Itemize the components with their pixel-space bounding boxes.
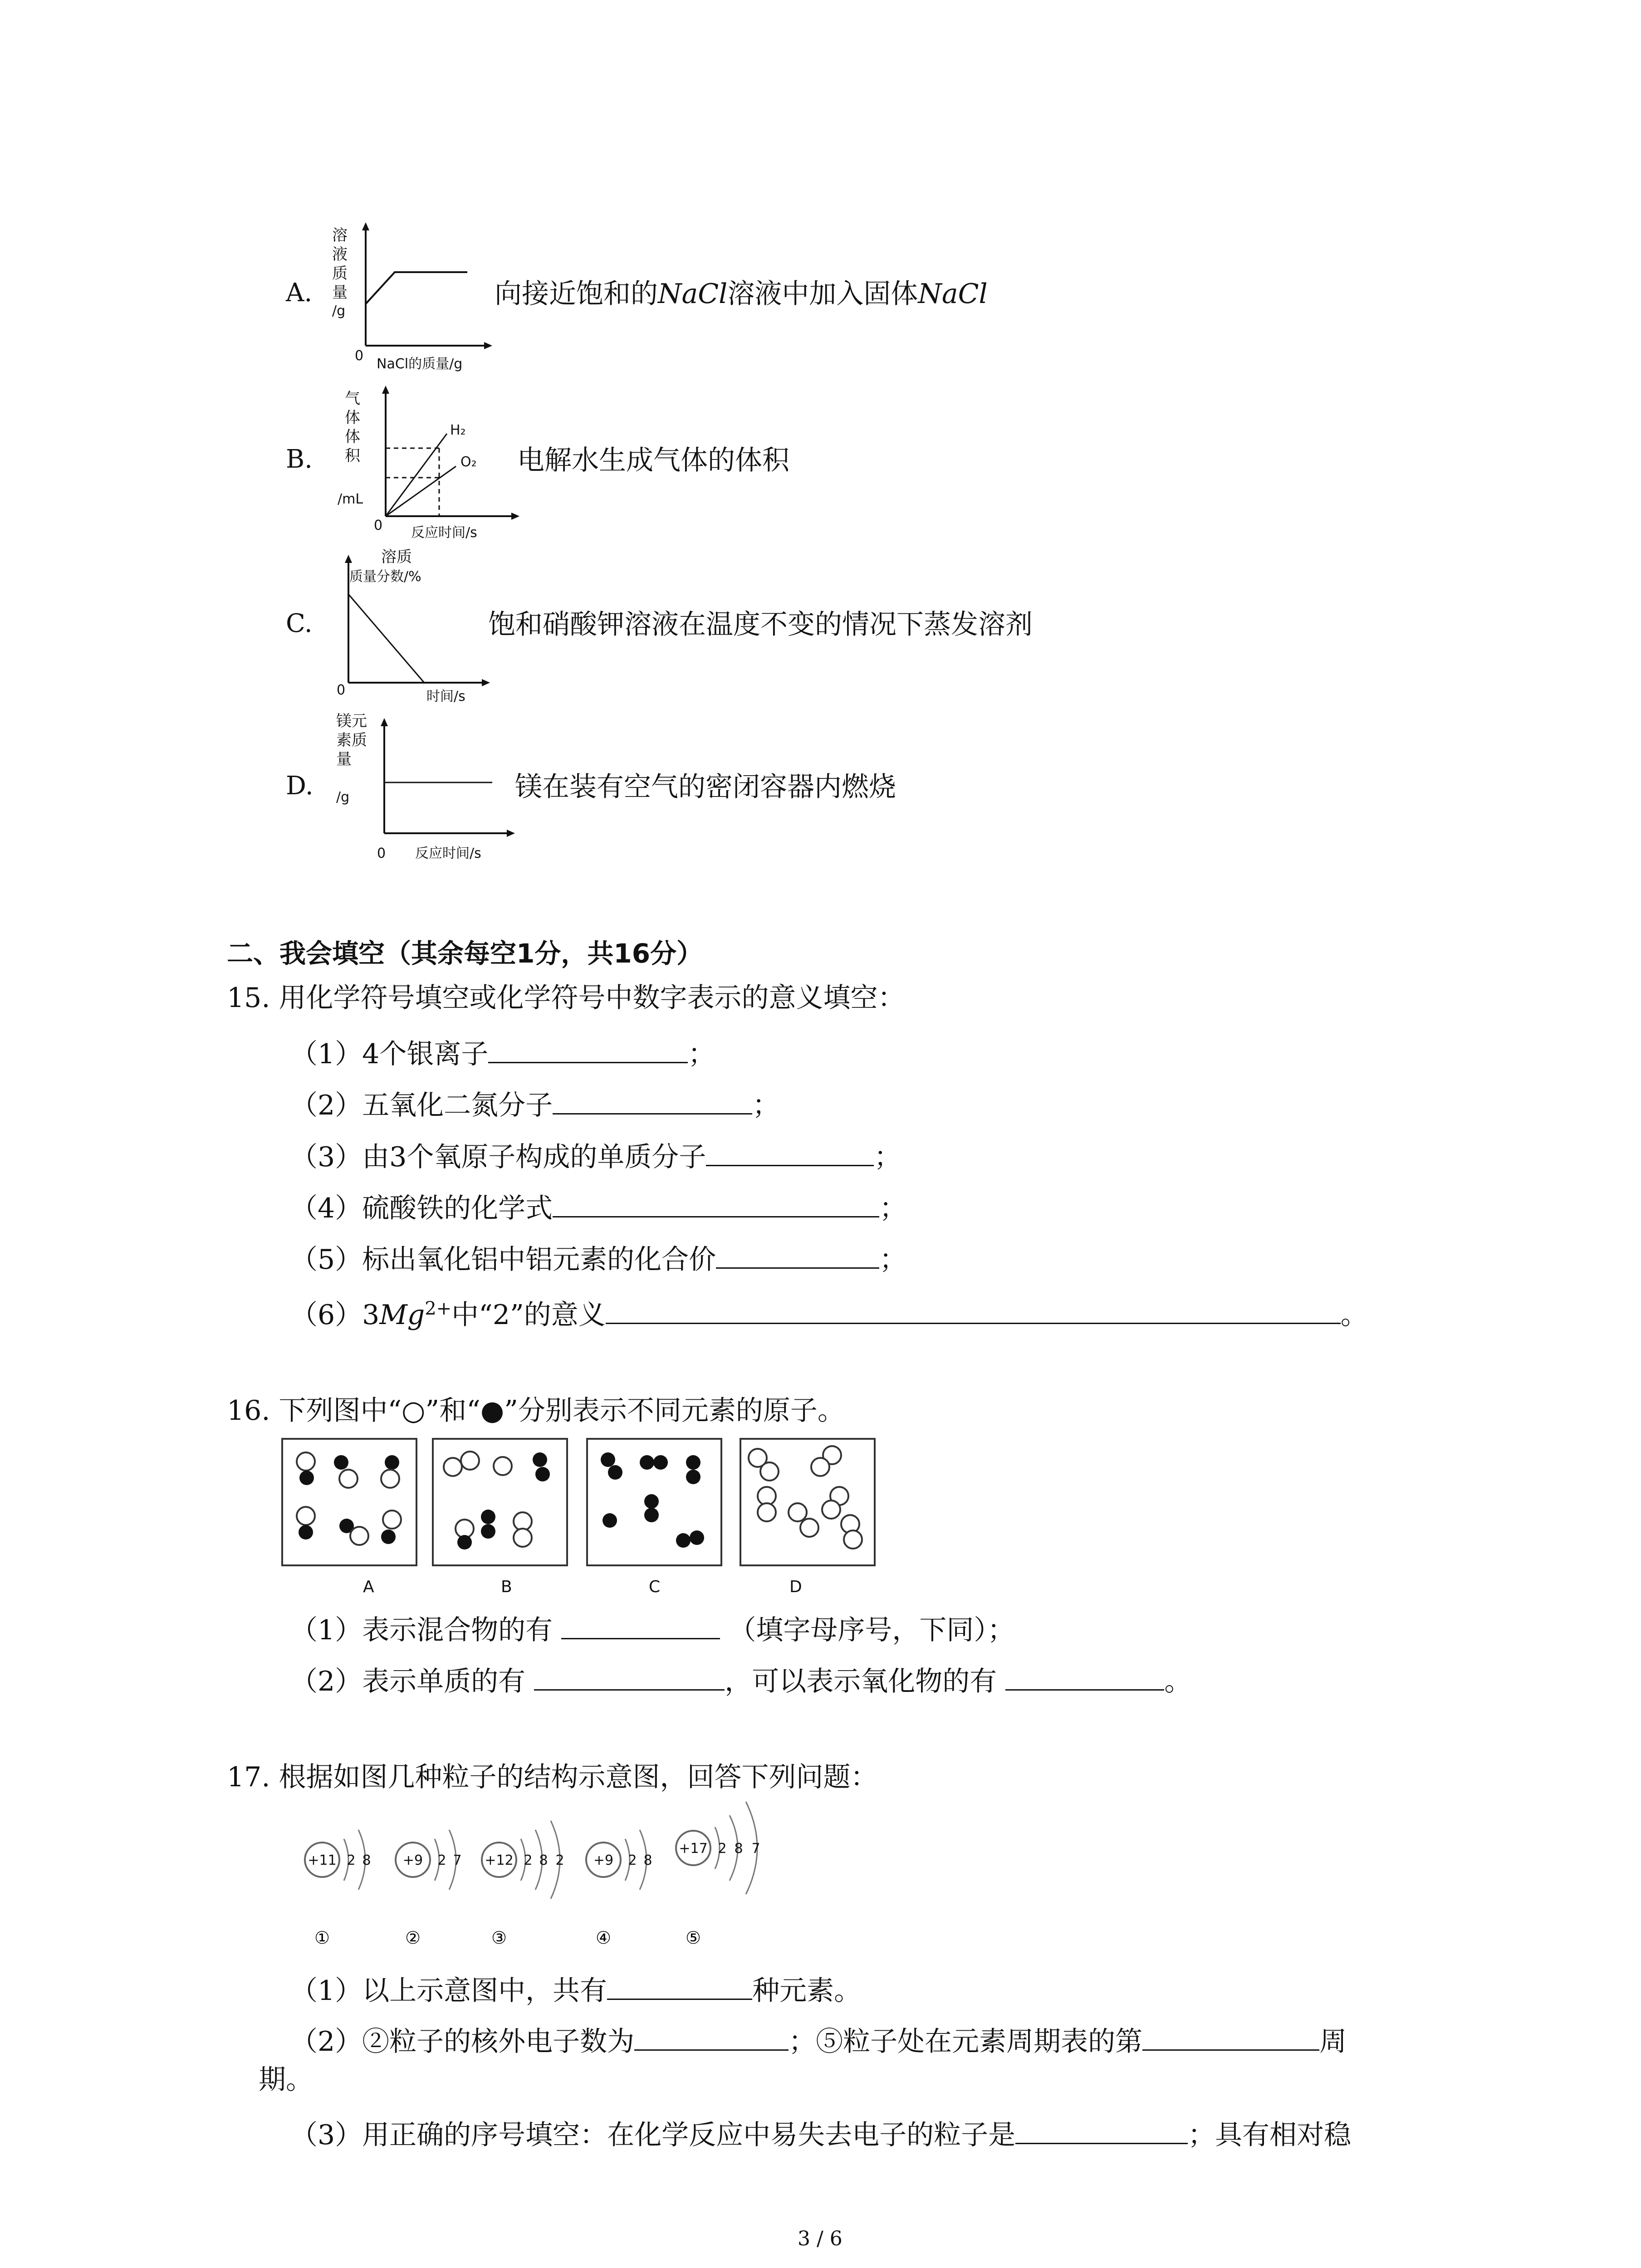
particle-3-shell-3: 2 — [555, 1853, 564, 1868]
q16-caption-c: C — [649, 1578, 661, 1596]
option-b-letter: B. — [286, 445, 313, 474]
particle-4-caption: ④ — [595, 1928, 612, 1948]
q15-item-5-label: （5）标出氧化铝中铝元素的化合价 — [290, 1244, 716, 1276]
q15-item-6-ion: Mg — [379, 1299, 425, 1331]
a-ylabel-5: /g — [332, 303, 346, 319]
a-xlabel: NaCl的质量/g — [377, 356, 463, 372]
option-a-graph — [331, 222, 495, 378]
page-number: 3 / 6 — [798, 2227, 843, 2250]
option-a-formula-a: NaCl — [658, 278, 728, 310]
q16-line-2-mid: ，可以表示氧化物的有 — [725, 1666, 997, 1697]
q16-stem: 16. 下列图中“○”和“●”分别表示不同元素的原子。 — [227, 1395, 845, 1427]
option-b-chart — [336, 385, 526, 548]
option-c-graph — [336, 547, 499, 712]
q17-line-3-label: （3）用正确的序号填空：在化学反应中易失去电子的粒子是 — [290, 2119, 1016, 2151]
option-a-letter: A. — [286, 278, 313, 308]
q16-caption-b: B — [501, 1578, 512, 1596]
option-a-chart — [331, 222, 495, 376]
a-ylabel-1: 溶 — [332, 226, 348, 244]
q16-caption-d: D — [789, 1578, 802, 1596]
b-origin: 0 — [374, 518, 383, 533]
q17-lose-electron-blank[interactable] — [1015, 2117, 1188, 2144]
particle-4-shell-2: 8 — [643, 1853, 652, 1868]
q16-line-1-tail: （填字母序号，下同）； — [729, 1614, 1015, 1646]
q15-item-5-blank[interactable] — [716, 1242, 879, 1269]
option-b-graph — [336, 385, 526, 550]
particle-1-caption: ① — [314, 1928, 330, 1948]
d-ylabel-4: /g — [336, 789, 350, 805]
q15-item-2-label: （2）五氧化二氮分子 — [290, 1090, 553, 1121]
option-a-text-b: 溶液中加入固体 — [727, 278, 918, 310]
b-h2-label: H₂ — [450, 422, 466, 438]
particle-5-shell-2: 8 — [734, 1841, 743, 1857]
q17-line-2-label: （2）②粒子的核外电子数为 — [290, 2026, 635, 2058]
c-xlabel: 时间/s — [426, 689, 465, 704]
option-c-text: 饱和硝酸钾溶液在温度不变的情况下蒸发溶剂 — [488, 609, 1033, 640]
q15-item-3-end: ； — [874, 1141, 901, 1173]
q15-item-4-blank[interactable] — [553, 1191, 879, 1217]
q17-line-1 — [290, 1973, 862, 2007]
q16-line-2 — [290, 1664, 1191, 1695]
option-c-chart — [336, 547, 499, 710]
q15-item-4-end: ； — [879, 1193, 907, 1224]
q16-line-1 — [290, 1613, 1014, 1644]
particle-1-shell-1: 2 — [347, 1853, 356, 1868]
q15-stem: 15. 用化学符号填空或化学符号中数字表示的意义填空： — [227, 982, 905, 1014]
q17-line-1-label: （1）以上示意图中，共有 — [290, 1975, 607, 2007]
particle-3-nucleus: +12 — [485, 1853, 514, 1868]
particle-5-shell-3: 7 — [751, 1841, 760, 1857]
particle-2-shell-1: 2 — [437, 1853, 446, 1868]
q15-item-3-label: （3）由3个氧原子构成的单质分子 — [290, 1141, 706, 1173]
particle-5 — [676, 1802, 760, 1948]
section-title: 二、我会填空（其余每空1分，共16分） — [227, 938, 703, 969]
d-xlabel: 反应时间/s — [415, 846, 481, 861]
option-d-graph — [333, 710, 524, 870]
q17-line-2-mid: ；⑤粒子处在元素周期表的第 — [789, 2026, 1143, 2058]
q17-particles-diagram — [290, 1792, 789, 1955]
particle-2-shell-2: 7 — [453, 1853, 462, 1868]
q17-element-count-blank[interactable] — [607, 1973, 752, 2000]
q16-mixture-blank[interactable] — [561, 1613, 720, 1639]
particle-3 — [482, 1821, 564, 1948]
q17-electron-count-blank[interactable] — [634, 2024, 789, 2051]
option-d-text: 镁在装有空气的密闭容器内燃烧 — [515, 771, 896, 803]
particle-3-caption: ③ — [491, 1928, 507, 1948]
q17-line-2 — [290, 2024, 1347, 2058]
q15-item-1 — [290, 1036, 715, 1068]
b-o2-line — [386, 466, 456, 516]
q16-box-b-diagram — [434, 1440, 566, 1564]
a-ylabel-4: 量 — [332, 284, 348, 302]
particle-1 — [305, 1830, 371, 1948]
particle-4 — [586, 1830, 652, 1948]
d-ylabel-2: 素质 — [336, 731, 367, 749]
q17-line-3-tail: ；具有相对稳 — [1188, 2119, 1352, 2151]
c-curve — [348, 594, 424, 683]
b-xlabel: 反应时间/s — [411, 525, 477, 541]
q16-box-d — [740, 1438, 876, 1566]
q16-box-d-diagram — [741, 1440, 874, 1564]
d-ylabel-1: 镁元 — [336, 712, 367, 730]
q17-stem: 17. 根据如图几种粒子的结构示意图，回答下列问题： — [227, 1761, 878, 1793]
option-d-letter: D. — [286, 771, 314, 801]
c-ylabel-top: 溶质 — [381, 548, 412, 566]
q15-item-6 — [290, 1297, 1368, 1329]
q15-item-6-suffix: 中“2”的意义 — [451, 1299, 606, 1331]
q17-line-3 — [290, 2117, 1351, 2149]
particle-2-caption: ② — [405, 1928, 421, 1948]
b-ylabel-2: 体 — [345, 409, 360, 427]
particle-1-nucleus: +11 — [308, 1853, 337, 1868]
q15-item-2-end: ； — [752, 1090, 780, 1121]
q16-box-a — [281, 1438, 417, 1566]
q17-line-2-tail: 周 — [1319, 2026, 1347, 2058]
particle-5-shell-1: 2 — [718, 1841, 727, 1857]
q15-item-6-blank[interactable] — [606, 1297, 1341, 1324]
b-ylabel-3: 体 — [345, 428, 360, 446]
option-b-text: 电解水生成气体的体积 — [517, 445, 789, 476]
q15-item-5 — [290, 1242, 907, 1276]
c-ylabel-bottom: 质量分数/% — [349, 569, 421, 585]
particle-1-shell-2: 8 — [362, 1853, 371, 1868]
q15-item-5-end: ； — [879, 1244, 907, 1276]
q15-item-2-blank[interactable] — [553, 1088, 752, 1114]
q15-item-1-label: （1）4个银离子 — [290, 1038, 489, 1070]
b-ylabel-5: /mL — [338, 491, 363, 507]
q15-item-6-charge: 2+ — [425, 1298, 452, 1319]
d-ylabel-3: 量 — [336, 750, 352, 768]
c-origin: 0 — [337, 682, 346, 698]
a-origin: 0 — [355, 348, 364, 364]
q17-particles — [290, 1792, 789, 1955]
q17-line-1-tail: 种元素。 — [752, 1975, 862, 2007]
q15-item-3 — [290, 1139, 901, 1171]
particle-2-nucleus: +9 — [402, 1853, 423, 1868]
particle-2 — [396, 1830, 462, 1948]
a-ylabel-2: 液 — [332, 245, 348, 264]
particle-4-shell-1: 2 — [628, 1853, 637, 1868]
q16-caption-a: A — [363, 1578, 374, 1596]
q16-line-2-label: （2）表示单质的有 — [290, 1666, 526, 1697]
q17-period-blank[interactable] — [1142, 2024, 1319, 2051]
particle-3-shell-1: 2 — [524, 1853, 533, 1868]
q16-box-c — [586, 1438, 722, 1566]
option-d-chart — [333, 710, 524, 869]
b-ylabel-1: 气 — [345, 390, 360, 408]
particle-5-caption: ⑤ — [685, 1928, 701, 1948]
q15-item-1-blank[interactable] — [488, 1036, 688, 1063]
q16-element-blank[interactable] — [534, 1664, 725, 1691]
particle-5-nucleus: +17 — [679, 1841, 708, 1857]
q15-item-2 — [290, 1088, 779, 1119]
q16-line-2-end: 。 — [1164, 1666, 1192, 1697]
b-h2-line — [386, 434, 447, 516]
q17-line-2-cont: 期。 — [259, 2064, 313, 2096]
particle-4-nucleus: +9 — [593, 1853, 614, 1868]
option-a-text-a: 向接近饱和的 — [495, 278, 658, 310]
q16-line-1-label: （1）表示混合物的有 — [290, 1614, 553, 1646]
q16-box-c-diagram — [588, 1440, 720, 1564]
b-ylabel-4: 积 — [345, 447, 360, 465]
option-c-letter: C. — [286, 609, 313, 638]
q15-item-6-prefix: （6）3 — [290, 1299, 380, 1331]
q15-item-1-end: ； — [688, 1038, 715, 1070]
q15-item-4 — [290, 1191, 906, 1222]
a-curve — [366, 272, 467, 304]
q15-item-6-end: 。 — [1340, 1299, 1368, 1331]
option-a-text — [495, 280, 988, 308]
d-origin: 0 — [377, 846, 386, 861]
option-a-formula-b: NaCl — [918, 278, 988, 310]
q15-item-4-label: （4）硫酸铁的化学式 — [290, 1193, 553, 1224]
b-o2-label: O₂ — [460, 454, 477, 470]
q16-box-b — [432, 1438, 568, 1566]
a-ylabel-3: 质 — [332, 264, 348, 283]
q16-oxide-blank[interactable] — [1005, 1664, 1164, 1691]
q16-box-a-diagram — [283, 1440, 416, 1564]
particle-3-shell-2: 8 — [539, 1853, 548, 1868]
q15-item-3-blank[interactable] — [706, 1139, 874, 1166]
